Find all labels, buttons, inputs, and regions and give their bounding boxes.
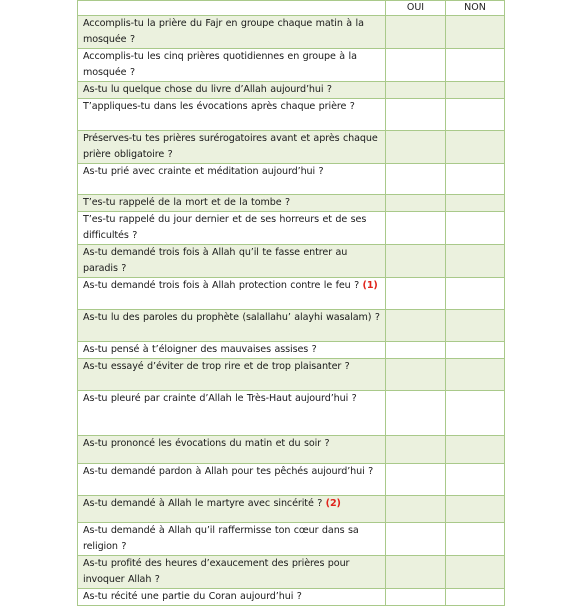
question-text: As-tu demandé trois fois à Allah protection contre le feu ? xyxy=(83,280,360,291)
question-cell xyxy=(78,391,386,436)
question-cell xyxy=(78,523,386,556)
no-answer-cell[interactable] xyxy=(446,523,505,556)
question-text: As-tu récité une partie du Coran aujourd’hui ? xyxy=(83,591,302,602)
no-answer-cell[interactable] xyxy=(446,99,505,131)
question-cell xyxy=(78,278,386,310)
question-text: As-tu demandé trois fois à Allah qu’il te fasse entrer au paradis ? xyxy=(83,247,348,274)
yes-answer-cell[interactable] xyxy=(386,589,446,606)
table-row xyxy=(78,589,505,606)
question-text: As-tu pleuré par crainte d’Allah le Très-Haut aujourd’hui ? xyxy=(83,393,357,404)
yes-answer-cell[interactable] xyxy=(386,49,446,82)
table-row xyxy=(78,164,505,195)
no-answer-cell[interactable] xyxy=(446,436,505,464)
yes-answer-cell[interactable] xyxy=(386,359,446,391)
yes-answer-cell[interactable] xyxy=(386,82,446,99)
footnote-reference: (1) xyxy=(362,280,378,291)
question-cell xyxy=(78,556,386,589)
table-row xyxy=(78,523,505,556)
no-answer-cell[interactable] xyxy=(446,342,505,359)
question-text: As-tu demandé pardon à Allah pour tes pêchés aujourd’hui ? xyxy=(83,466,374,477)
table-row xyxy=(78,359,505,391)
question-text: T’es-tu rappelé de la mort et de la tombe ? xyxy=(83,197,290,208)
question-text: As-tu demandé à Allah le martyre avec sincérité ? xyxy=(83,498,323,509)
question-cell xyxy=(78,131,386,164)
table-row xyxy=(78,436,505,464)
question-cell xyxy=(78,49,386,82)
question-text: As-tu lu quelque chose du livre d’Allah aujourd’hui ? xyxy=(83,84,332,95)
yes-answer-cell[interactable] xyxy=(386,131,446,164)
yes-answer-cell[interactable] xyxy=(386,496,446,523)
table-row xyxy=(78,464,505,496)
question-cell xyxy=(78,212,386,245)
question-cell xyxy=(78,496,386,523)
table-row xyxy=(78,49,505,82)
table-row xyxy=(78,245,505,278)
table-row xyxy=(78,496,505,523)
no-answer-cell[interactable] xyxy=(446,496,505,523)
no-answer-cell[interactable] xyxy=(446,16,505,49)
no-answer-cell[interactable] xyxy=(446,212,505,245)
table-row xyxy=(78,99,505,131)
question-text: As-tu prononcé les évocations du matin et du soir ? xyxy=(83,438,330,449)
yes-answer-cell[interactable] xyxy=(386,212,446,245)
question-cell xyxy=(78,589,386,606)
question-cell xyxy=(78,164,386,195)
yes-answer-cell[interactable] xyxy=(386,195,446,212)
question-cell xyxy=(78,310,386,342)
question-text: Accomplis-tu les cinq prières quotidiennes en groupe à la mosquée ? xyxy=(83,51,357,78)
checklist-table xyxy=(77,0,505,606)
yes-answer-cell[interactable] xyxy=(386,310,446,342)
question-cell xyxy=(78,245,386,278)
question-text: Préserves-tu tes prières surérogatoires avant et après chaque prière obligatoire ? xyxy=(83,133,378,160)
footnote-reference: (2) xyxy=(325,498,341,509)
table-row xyxy=(78,195,505,212)
table-row xyxy=(78,278,505,310)
question-cell xyxy=(78,464,386,496)
question-cell xyxy=(78,99,386,131)
table-row xyxy=(78,82,505,99)
question-text: Accomplis-tu la prière du Fajr en groupe chaque matin à la mosquée ? xyxy=(83,18,364,45)
no-answer-cell[interactable] xyxy=(446,245,505,278)
no-answer-cell[interactable] xyxy=(446,556,505,589)
yes-column-header: OUI xyxy=(386,1,446,16)
yes-answer-cell[interactable] xyxy=(386,436,446,464)
table-row xyxy=(78,212,505,245)
no-column-header: NON xyxy=(446,1,505,16)
yes-answer-cell[interactable] xyxy=(386,16,446,49)
yes-answer-cell[interactable] xyxy=(386,164,446,195)
question-text: T’appliques-tu dans les évocations après chaque prière ? xyxy=(83,101,355,112)
no-answer-cell[interactable] xyxy=(446,49,505,82)
question-text: As-tu lu des paroles du prophète (salallahu’ alayhi wasalam) ? xyxy=(83,312,380,323)
question-cell xyxy=(78,342,386,359)
yes-answer-cell[interactable] xyxy=(386,391,446,436)
table-row xyxy=(78,310,505,342)
no-answer-cell[interactable] xyxy=(446,278,505,310)
question-text: As-tu profité des heures d’exaucement des prières pour invoquer Allah ? xyxy=(83,558,350,585)
question-cell xyxy=(78,195,386,212)
table-row xyxy=(78,16,505,49)
no-answer-cell[interactable] xyxy=(446,195,505,212)
yes-answer-cell[interactable] xyxy=(386,523,446,556)
no-answer-cell[interactable] xyxy=(446,391,505,436)
yes-answer-cell[interactable] xyxy=(386,342,446,359)
question-cell xyxy=(78,359,386,391)
no-answer-cell[interactable] xyxy=(446,131,505,164)
question-cell xyxy=(78,16,386,49)
question-text: As-tu pensé à t’éloigner des mauvaises assises ? xyxy=(83,344,317,355)
no-answer-cell[interactable] xyxy=(446,82,505,99)
no-answer-cell[interactable] xyxy=(446,164,505,195)
yes-answer-cell[interactable] xyxy=(386,464,446,496)
yes-answer-cell[interactable] xyxy=(386,245,446,278)
table-row xyxy=(78,131,505,164)
header-row xyxy=(78,1,505,16)
question-cell xyxy=(78,436,386,464)
table-row xyxy=(78,391,505,436)
no-answer-cell[interactable] xyxy=(446,310,505,342)
question-text: As-tu prié avec crainte et méditation aujourd’hui ? xyxy=(83,166,324,177)
yes-answer-cell[interactable] xyxy=(386,99,446,131)
no-answer-cell[interactable] xyxy=(446,359,505,391)
no-answer-cell[interactable] xyxy=(446,589,505,606)
question-column-header xyxy=(78,1,386,16)
question-text: As-tu demandé à Allah qu’il raffermisse ton cœur dans sa religion ? xyxy=(83,525,359,552)
yes-answer-cell[interactable] xyxy=(386,556,446,589)
yes-answer-cell[interactable] xyxy=(386,278,446,310)
question-text: As-tu essayé d’éviter de trop rire et de trop plaisanter ? xyxy=(83,361,350,372)
table-row xyxy=(78,556,505,589)
question-text: T’es-tu rappelé du jour dernier et de ses horreurs et de ses difficultés ? xyxy=(83,214,367,241)
table-row xyxy=(78,342,505,359)
no-answer-cell[interactable] xyxy=(446,464,505,496)
question-cell xyxy=(78,82,386,99)
